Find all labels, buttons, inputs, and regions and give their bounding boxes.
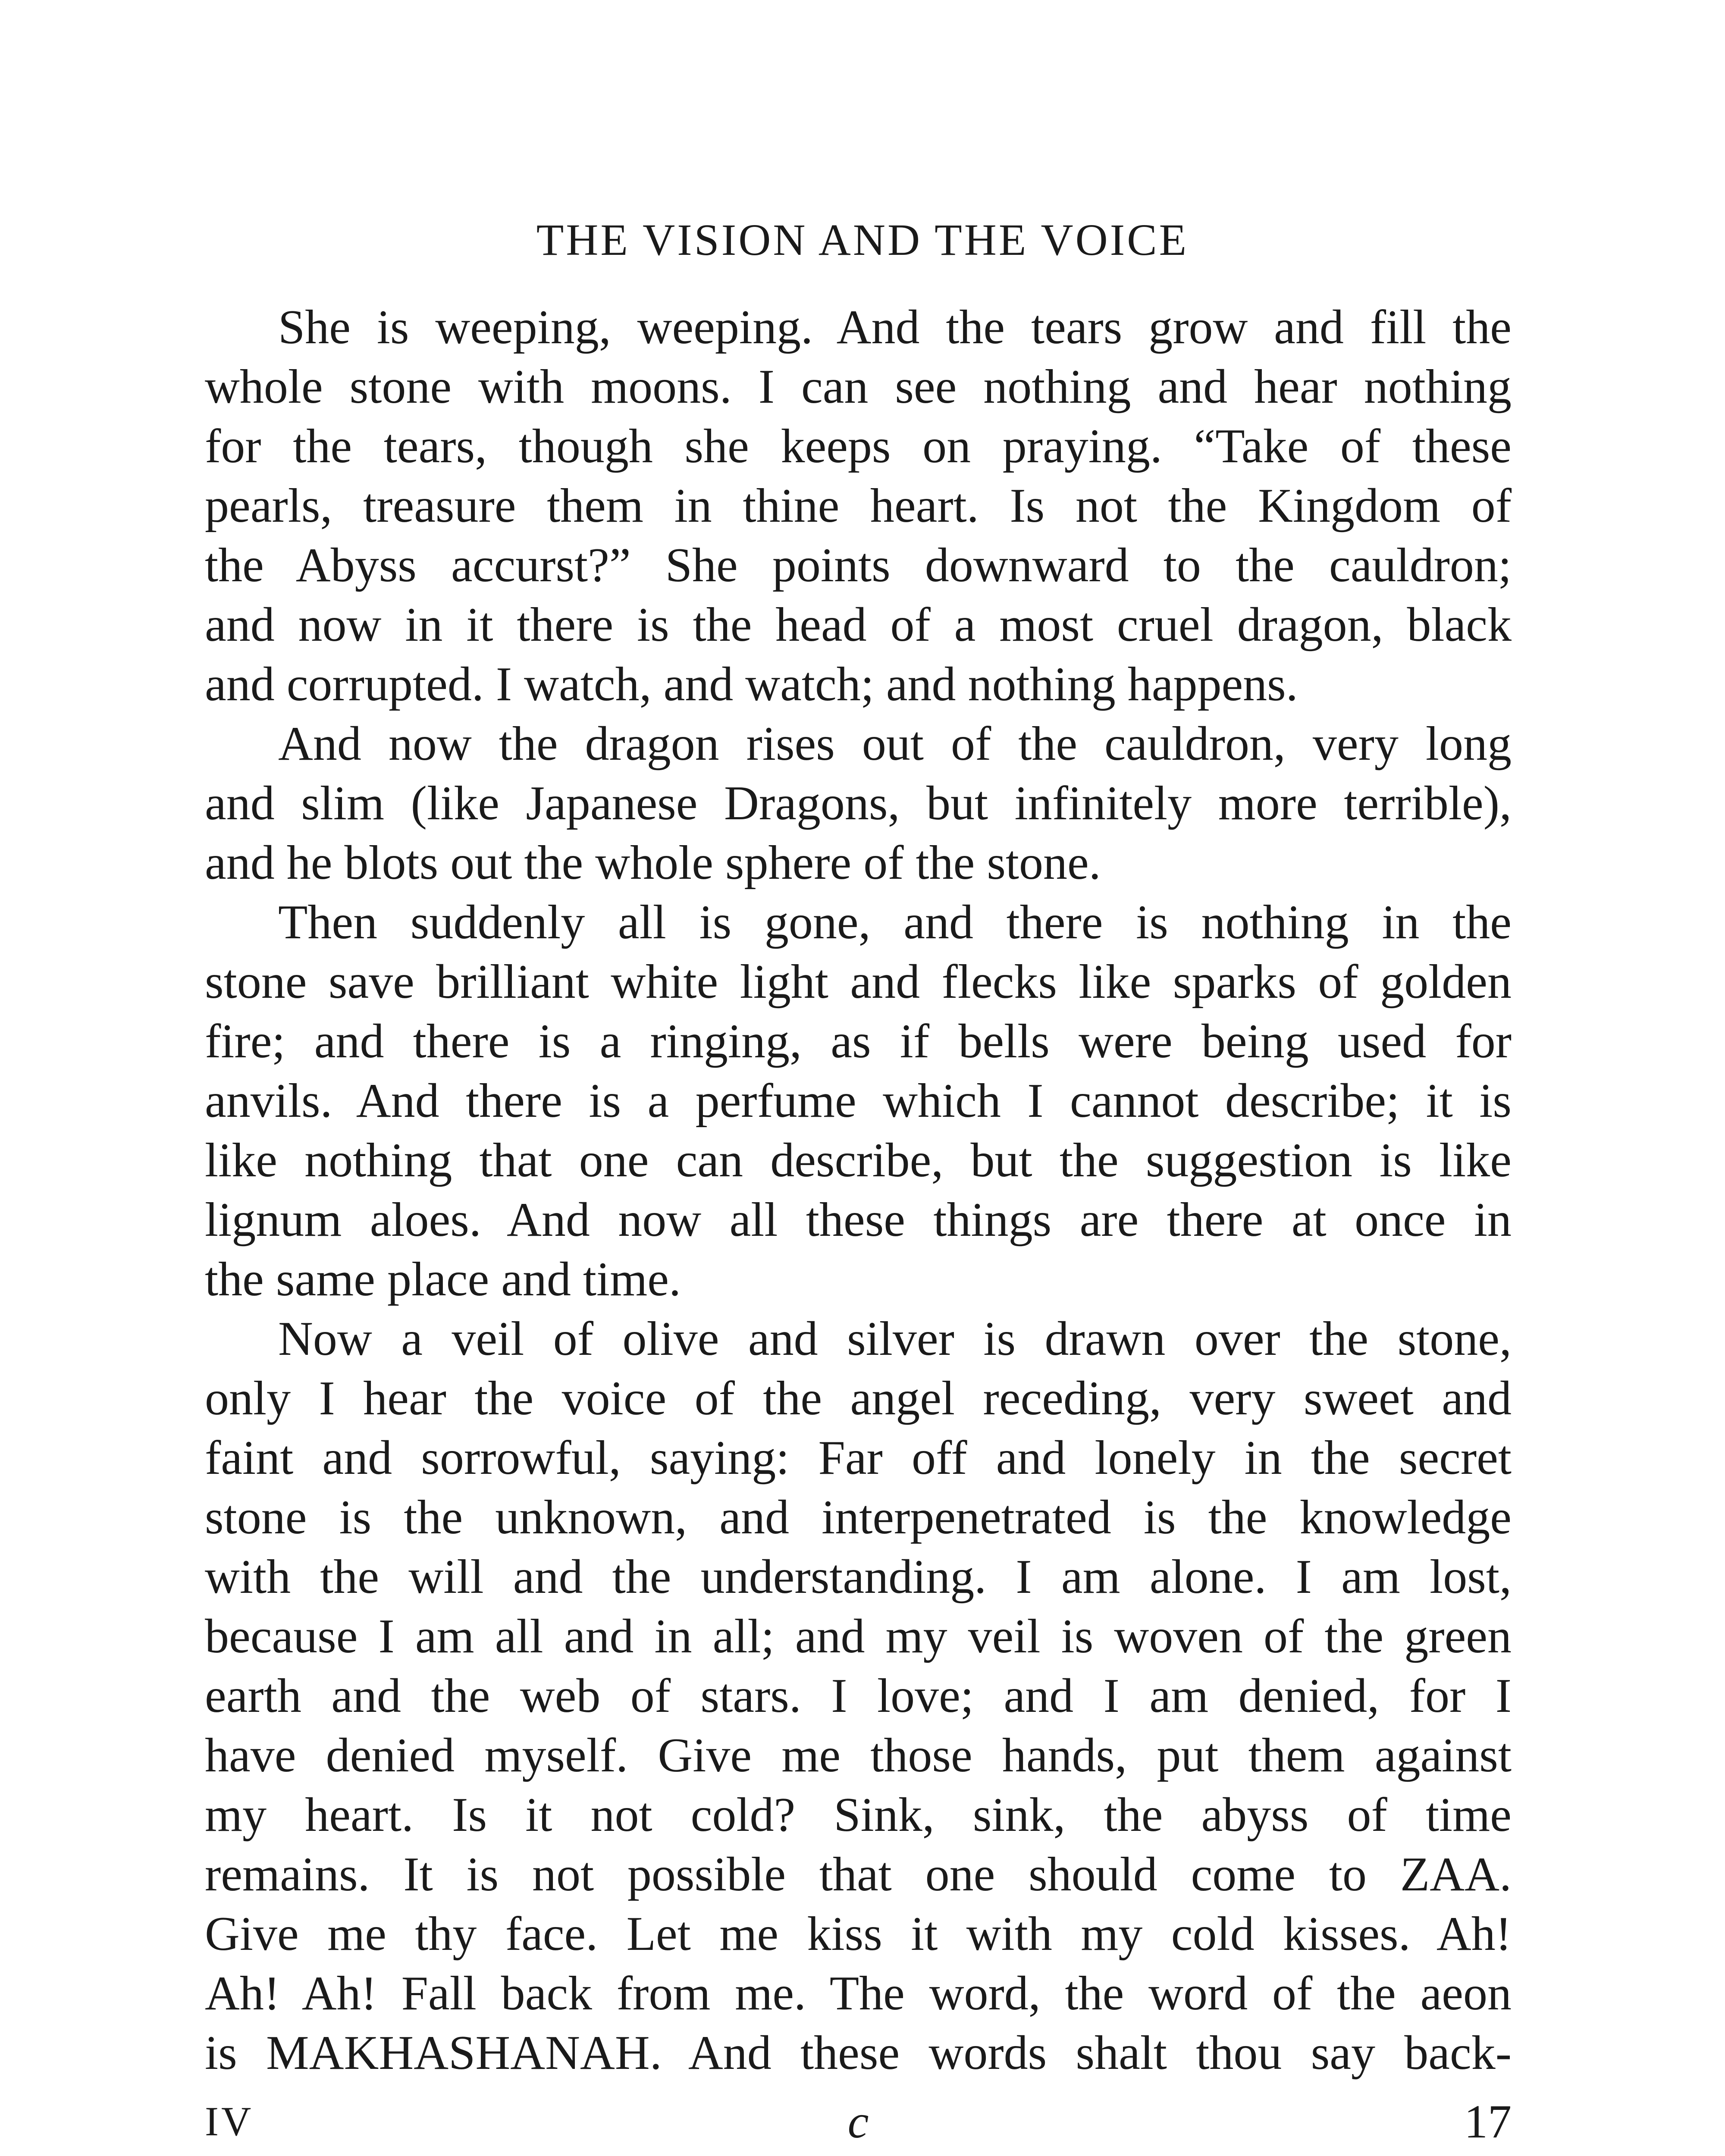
text-line: for the tears, though she keeps on praying. “Take of these	[205, 420, 1512, 473]
text-line: anvils. And there is a perfume which I cannot describe; it is	[205, 1074, 1512, 1128]
paragraph-2	[205, 714, 1512, 893]
text-line: with the will and the understanding. I am alone. I am lost,	[205, 1550, 1512, 1604]
text-line: pearls, treasure them in thine heart. Is not the Kingdom of	[205, 479, 1512, 533]
text-line: Give me thy face. Let me kiss it with my cold kisses. Ah!	[205, 1907, 1512, 1961]
text-line: lignum aloes. And now all these things are there at once in	[205, 1193, 1512, 1247]
text-line: Ah! Ah! Fall back from me. The word, the word of the aeon	[205, 1967, 1512, 2020]
text-line: and slim (like Japanese Dragons, but infinitely more terrible),	[205, 777, 1512, 830]
text-line: fire; and there is a ringing, as if bells were being used for	[205, 1015, 1512, 1068]
text-line: because I am all and in all; and my veil is woven of the green	[205, 1610, 1512, 1663]
text-line: stone save brilliant white light and flecks like sparks of golden	[205, 955, 1512, 1009]
text-line: the same place and time.	[205, 1253, 681, 1306]
paragraph-3	[205, 893, 1512, 1309]
text-line: and he blots out the whole sphere of the stone.	[205, 836, 1101, 890]
text-line: the Abyss accurst?” She points downward to the cauldron;	[205, 539, 1512, 592]
text-line: stone is the unknown, and interpenetrated is the knowledge	[205, 1491, 1512, 1544]
text-line: like nothing that one can describe, but the suggestion is like	[205, 1134, 1512, 1187]
text-line: have denied myself. Give me those hands, put them against	[205, 1729, 1512, 1782]
text-line: my heart. Is it not cold? Sink, sink, the abyss of time	[205, 1788, 1512, 1842]
text-line: and now in it there is the head of a most cruel dragon, black	[205, 598, 1512, 652]
text-line: remains. It is not possible that one should come to ZAA.	[205, 1848, 1512, 1901]
running-head: THE VISION AND THE VOICE	[536, 215, 1189, 265]
text-line: earth and the web of stars. I love; and I am denied, for I	[205, 1669, 1512, 1723]
text-line: is MAKHASHANAH. And these words shalt thou say back-	[205, 2026, 1512, 2080]
text-line: whole stone with moons. I can see nothing and hear nothing	[205, 360, 1512, 414]
text-line: and corrupted. I watch, and watch; and nothing happens.	[205, 658, 1298, 711]
signature-mark: IV	[205, 2098, 254, 2144]
text-line: Then suddenly all is gone, and there is nothing in the	[278, 896, 1512, 949]
body-text	[205, 298, 1512, 2083]
text-line: Now a veil of olive and silver is drawn over the stone,	[278, 1312, 1512, 1366]
page-number: 17	[1464, 2095, 1512, 2148]
page-footer	[205, 2093, 1512, 2150]
text-line: And now the dragon rises out of the cauldron, very long	[278, 717, 1512, 771]
text-line: only I hear the voice of the angel receding, very sweet and	[205, 1372, 1512, 1425]
paragraph-4	[205, 1309, 1512, 2083]
paragraph-1	[205, 298, 1512, 714]
signature-letter: c	[847, 2095, 869, 2148]
text-line: faint and sorrowful, saying: Far off and lonely in the secret	[205, 1431, 1512, 1485]
text-line: She is weeping, weeping. And the tears grow and fill the	[278, 301, 1512, 354]
